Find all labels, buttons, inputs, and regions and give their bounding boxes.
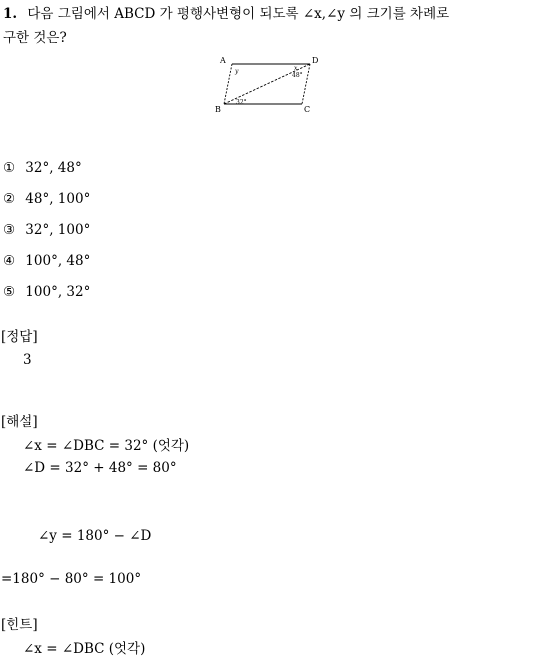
hint-line-1: ∠x = ∠DBC (엇각) xyxy=(23,641,146,657)
choice-2-marker: ② xyxy=(3,191,16,207)
question-text-1: 다음 그림에서 ABCD 가 평행사변형이 되도록 ∠x,∠y 의 크기를 차례로 xyxy=(27,6,450,22)
question-number: 1. xyxy=(3,6,18,22)
angle-48-label: 48° xyxy=(292,72,303,79)
answer-heading: [정답] xyxy=(1,329,38,345)
explanation-line-4: =180° − 80° = 100° xyxy=(1,571,142,587)
vertex-a-label: A xyxy=(220,56,226,65)
choice-3-marker: ③ xyxy=(3,222,16,238)
choice-5-text: 100°, 32° xyxy=(25,284,91,300)
parallelogram-figure xyxy=(214,52,324,118)
choice-4-marker: ④ xyxy=(3,253,16,269)
vertex-c-label: C xyxy=(304,105,311,114)
angle-x-label: x xyxy=(294,65,298,72)
answer-value: 3 xyxy=(23,352,32,368)
choice-5-marker: ⑤ xyxy=(3,284,16,300)
hint-heading: [힌트] xyxy=(1,617,38,633)
choice-4[interactable] xyxy=(3,253,90,269)
explanation-heading: [해설] xyxy=(1,414,38,430)
explanation-line-2: ∠D = 32° + 48° = 80° xyxy=(23,460,177,476)
choice-4-text: 100°, 48° xyxy=(25,253,91,269)
choice-5[interactable] xyxy=(3,284,90,300)
choice-1-marker: ① xyxy=(3,160,16,176)
choice-1[interactable] xyxy=(3,160,82,176)
choice-3[interactable] xyxy=(3,222,90,238)
question-text-2: 구한 것은? xyxy=(3,30,67,46)
angle-y-label: y xyxy=(235,68,239,75)
vertex-b-label: B xyxy=(215,105,221,114)
side-dc xyxy=(302,64,310,104)
side-ab xyxy=(224,64,232,104)
choice-2-text: 48°, 100° xyxy=(25,191,91,207)
vertex-d-label: D xyxy=(312,56,319,65)
angle-32-label: 32° xyxy=(236,99,247,106)
question-line-1 xyxy=(3,2,449,22)
choice-3-text: 32°, 100° xyxy=(25,222,91,238)
choice-2[interactable] xyxy=(3,191,90,207)
explanation-line-1: ∠x = ∠DBC = 32° (엇각) xyxy=(23,438,190,454)
explanation-line-3: ∠y = 180° − ∠D xyxy=(38,528,152,544)
choice-1-text: 32°, 48° xyxy=(25,160,82,176)
